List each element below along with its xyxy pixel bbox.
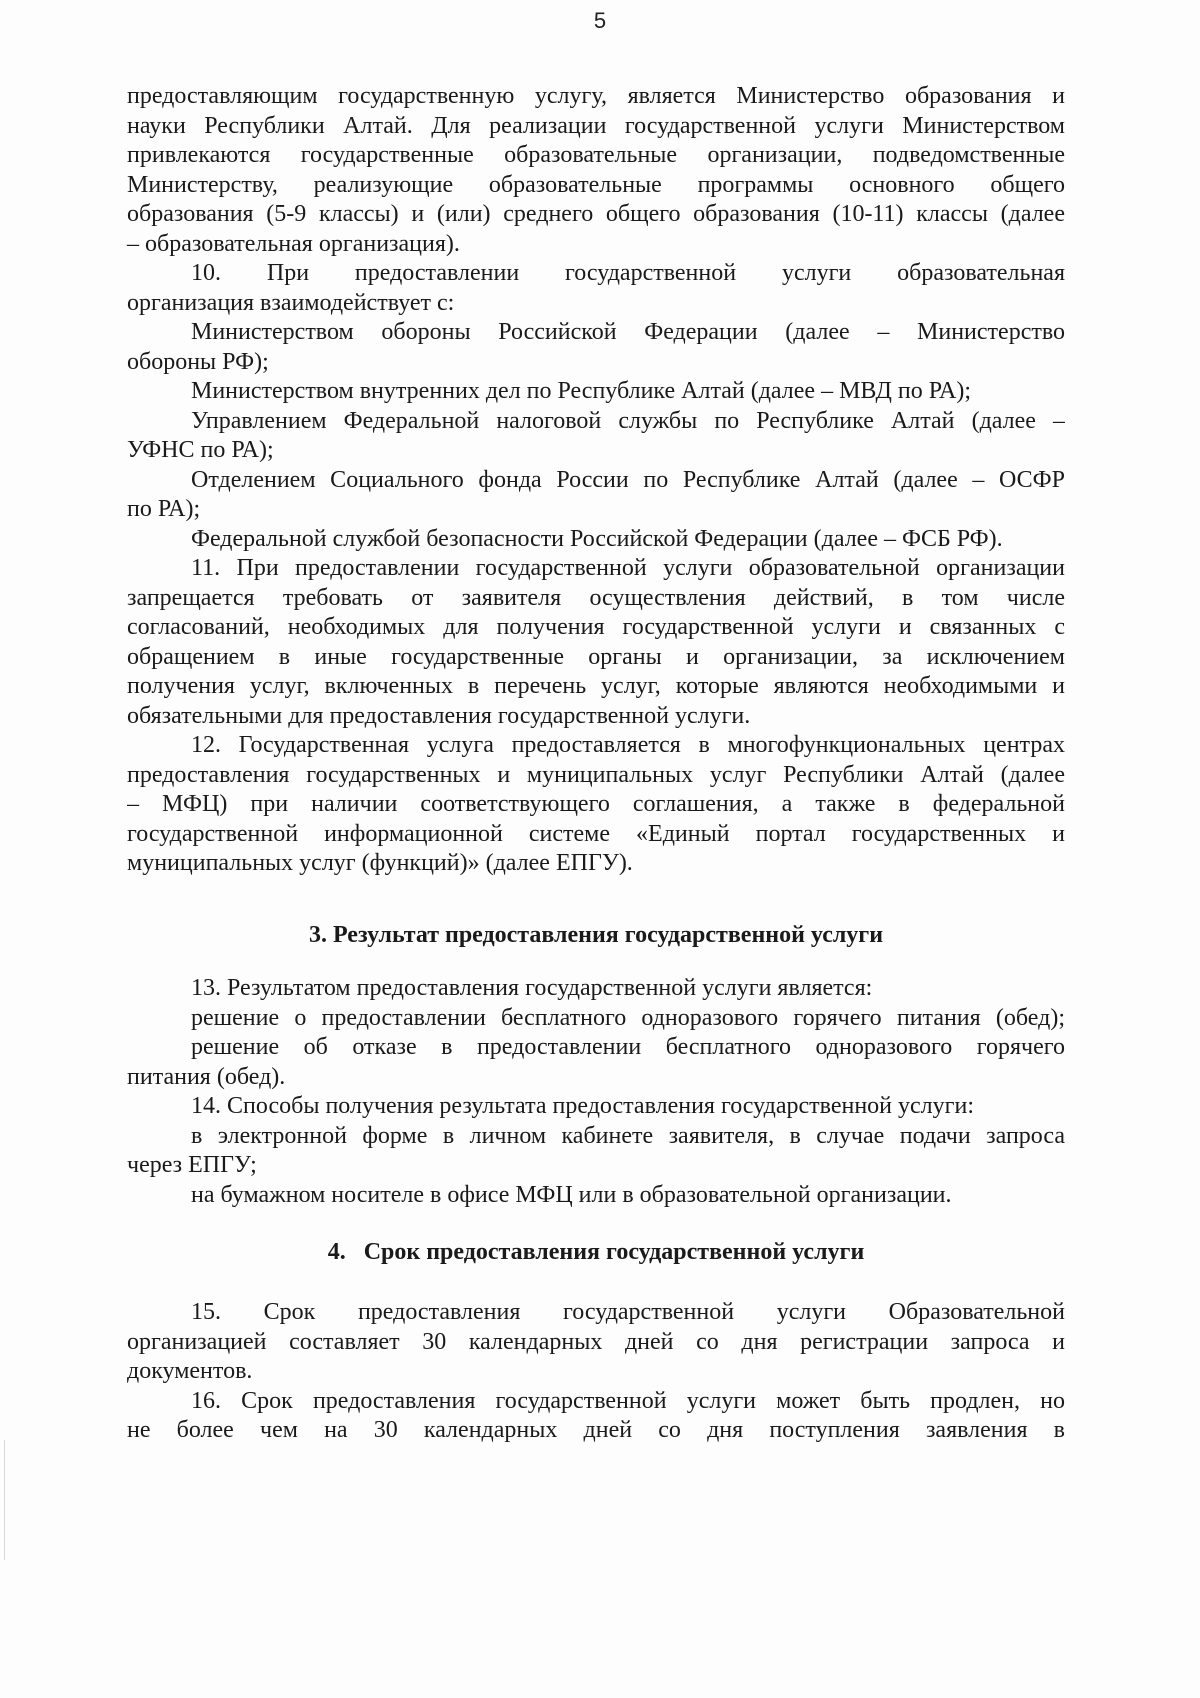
text-line: привлекаются государственные образовательные организации, подведомственные [127, 142, 1065, 168]
text-line: не более чем на 30 календарных дней со дня поступления заявления в [127, 1417, 1065, 1443]
text-line: – образовательная организация). [127, 230, 460, 257]
text-line: запрещается требовать от заявителя осуществления действий, в том числе [127, 584, 1065, 611]
text-line: на бумажном носителе в офисе МФЦ или в образовательной организации. [191, 1181, 952, 1208]
text-line: по РА); [127, 496, 201, 522]
page-number: 5 [593, 8, 607, 33]
text-line: государственной информационной системе «Единый портал государственных и [127, 820, 1065, 847]
body-text-section-4 [127, 1298, 1065, 1446]
text-line: 11. При предоставлении государственной услуги образовательной организации [191, 555, 1065, 581]
text-line: науки Республики Алтай. Для реализации государственной услуги Министерством [127, 112, 1065, 139]
section-heading-4: 4. Срок предоставления государственной услуги [327, 1239, 865, 1265]
text-line: предоставляющим государственную услугу, является Министерство образования и [127, 83, 1065, 109]
text-line: УФНС по РА); [127, 437, 274, 463]
scan-edge-mark [4, 1440, 5, 1560]
text-line: решение об отказе в предоставлении бесплатного одноразового горячего [191, 1034, 1065, 1060]
text-line: 14. Способы получения результата предоставления государственной услуги: [191, 1093, 974, 1119]
text-line: Министерству, реализующие образовательные программы основного общего [127, 171, 1065, 198]
text-line: обращением в иные государственные органы и организации, за исключением [127, 643, 1065, 670]
text-line: получения услуг, включенных в перечень услуг, которые являются необходимыми и [127, 673, 1065, 699]
text-line: согласований, необходимых для получения государственной услуги и связанных с [127, 614, 1065, 640]
text-line: Управлением Федеральной налоговой службы по Республике Алтай (далее – [191, 407, 1065, 434]
text-line: документов. [127, 1358, 253, 1384]
text-line: образования (5-9 классы) и (или) среднего общего образования (10-11) классы (далее [127, 201, 1065, 227]
text-line: Министерством внутренних дел по Республике Алтай (далее – МВД по РА); [191, 378, 971, 404]
text-line: 10. При предоставлении государственной услуги образовательная [191, 260, 1065, 286]
text-line: решение о предоставлении бесплатного одноразового горячего питания (обед); [191, 1004, 1065, 1031]
text-line: 12. Государственная услуга предоставляется в многофункциональных центрах [191, 732, 1065, 758]
text-line: через ЕПГУ; [127, 1152, 257, 1178]
body-text-section-2 [127, 82, 1065, 879]
text-line: Министерством обороны Российской Федерации (далее – Министерство [191, 319, 1065, 345]
text-line: питания (обед). [127, 1063, 286, 1090]
text-line: муниципальных услуг (функций)» (далее ЕПГУ). [127, 850, 633, 876]
text-line: предоставления государственных и муниципальных услуг Республики Алтай (далее [127, 761, 1065, 788]
text-line: обороны РФ); [127, 348, 269, 375]
text-line: организация взаимодействует с: [127, 289, 455, 316]
section-heading-3: 3. Результат предоставления государственной услуги [308, 922, 884, 948]
text-line: Федеральной службой безопасности Российской Федерации (далее – ФСБ РФ). [191, 525, 1003, 552]
text-line: 16. Срок предоставления государственной услуги может быть продлен, но [191, 1387, 1065, 1414]
body-text-section-3 [127, 974, 1065, 1210]
text-line: Отделением Социального фонда России по Республике Алтай (далее – ОСФР [191, 466, 1065, 493]
text-line: 13. Результатом предоставления государственной услуги является: [191, 975, 873, 1001]
text-line: обязательными для предоставления государственной услуги. [127, 702, 751, 729]
text-line: – МФЦ) при наличии соответствующего соглашения, а также в федеральной [127, 791, 1065, 817]
text-line: 15. Срок предоставления государственной услуги Образовательной [191, 1299, 1065, 1325]
text-line: организацией составляет 30 календарных дней со дня регистрации запроса и [127, 1328, 1065, 1355]
text-line: в электронной форме в личном кабинете заявителя, в случае подачи запроса [191, 1122, 1065, 1149]
